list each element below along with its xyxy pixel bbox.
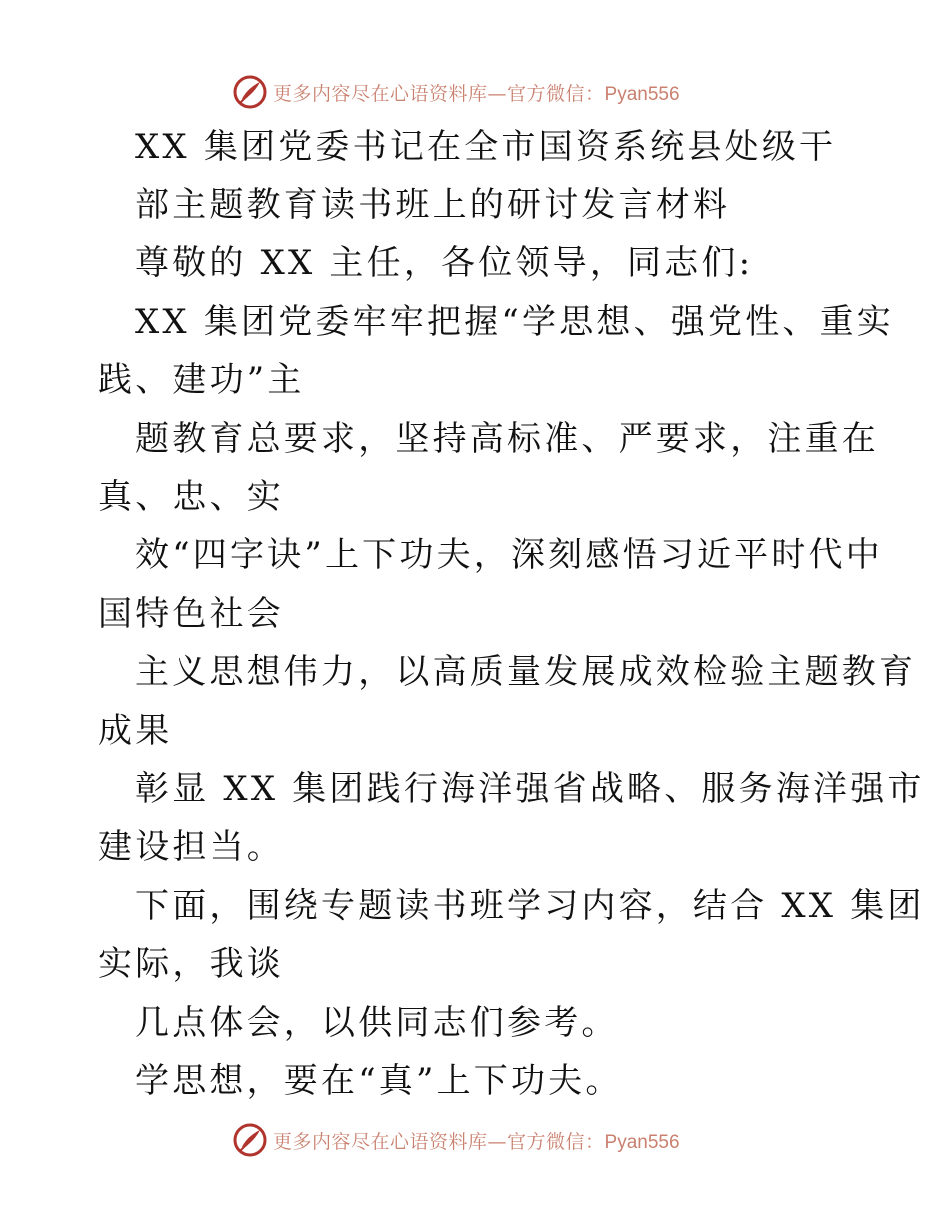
body-line: 践、建功”主 — [98, 360, 305, 400]
watermark-footer — [233, 1120, 680, 1160]
body-line: 下面，围绕专题读书班学习内容，结合 XX 集团 — [135, 886, 925, 926]
body-line: 效“四字诀”上下功夫，深刻感悟习近平时代中 — [135, 535, 883, 575]
title-line-1: XX 集团党委书记在全市国资系统县处级干 — [135, 127, 837, 167]
body-line: 真、忠、实 — [98, 477, 284, 517]
body-line: 国特色社会 — [98, 594, 284, 634]
body-line: 题教育总要求，坚持高标准、严要求，注重在 — [135, 419, 879, 459]
body-line: XX 集团党委牢牢把握“学思想、强党性、重实 — [135, 302, 894, 342]
section-heading: 学思想，要在“真”上下功夫。 — [135, 1061, 623, 1101]
watermark-wechat-id: Pyan556 — [604, 1131, 680, 1153]
watermark-header — [233, 72, 680, 112]
watermark-text: 更多内容尽在心语资料库—官方微信： — [273, 82, 605, 105]
body-line: 成果 — [98, 711, 173, 751]
body-line: 几点体会，以供同志们参考。 — [135, 1003, 619, 1043]
salutation-line: 尊敬的 XX 主任，各位领导，同志们: — [135, 243, 754, 283]
quill-logo-icon — [233, 1123, 267, 1157]
body-line: 彰显 XX 集团践行海洋强省战略、服务海洋强市 — [135, 769, 925, 809]
watermark-wechat-id: Pyan556 — [604, 83, 680, 105]
body-line: 主义思想伟力，以高质量发展成效检验主题教育 — [135, 652, 917, 692]
title-line-2: 部主题教育读书班上的研讨发言材料 — [135, 185, 731, 225]
quill-logo-icon — [233, 75, 267, 109]
body-line: 建设担当。 — [98, 827, 284, 867]
body-line: 实际，我谈 — [98, 944, 284, 984]
watermark-text: 更多内容尽在心语资料库—官方微信： — [273, 1130, 605, 1153]
